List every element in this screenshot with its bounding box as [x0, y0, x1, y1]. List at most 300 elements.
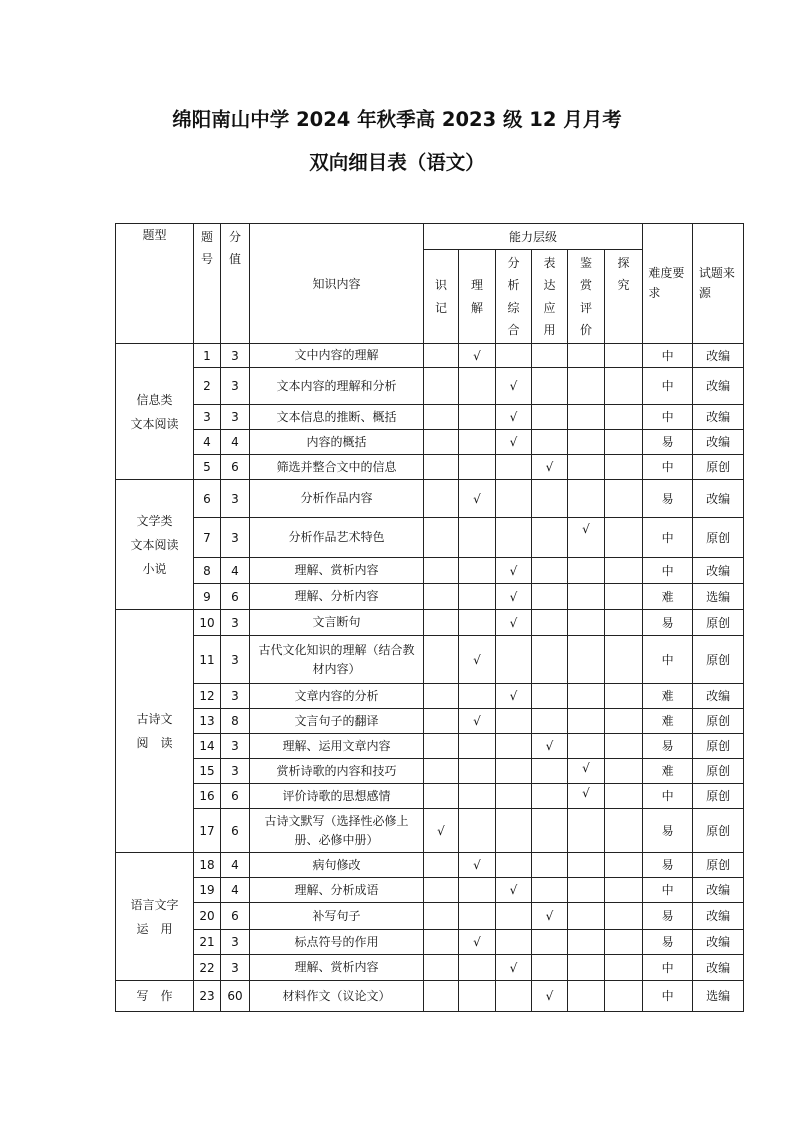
ability-cell-explore	[605, 405, 643, 430]
ability-cell-recall	[424, 610, 459, 636]
difficulty-value: 易	[643, 930, 693, 955]
ability-cell-understand	[459, 455, 496, 480]
ability-cell-appreciate	[568, 430, 605, 455]
ability-cell-appreciate	[568, 709, 605, 734]
question-number: 13	[194, 709, 221, 734]
ability-cell-understand	[459, 955, 496, 981]
ability-cell-explore	[605, 734, 643, 759]
knowledge-content: 理解、赏析内容	[250, 558, 424, 584]
ability-cell-recall	[424, 558, 459, 584]
table-row	[116, 809, 744, 853]
check-mark: √	[509, 379, 518, 393]
check-mark: √	[473, 858, 481, 872]
ability-cell-analyze	[496, 684, 532, 709]
check-mark: √	[509, 563, 518, 578]
check-mark: √	[509, 435, 518, 449]
header-knowledge: 知识内容	[250, 224, 424, 344]
ability-cell-analyze	[496, 480, 532, 518]
ability-cell-analyze	[496, 734, 532, 759]
knowledge-content: 文言断句	[250, 610, 424, 636]
knowledge-content: 病句修改	[250, 853, 424, 878]
header-ability-appreciate: 鉴赏评价	[568, 250, 605, 344]
ability-cell-explore	[605, 368, 643, 405]
ability-cell-appreciate	[568, 878, 605, 903]
ability-cell-understand	[459, 784, 496, 809]
difficulty-value: 难	[643, 709, 693, 734]
knowledge-content: 材料作文（议论文）	[250, 981, 424, 1012]
header-ability-recall: 识记	[424, 250, 459, 344]
question-number: 1	[194, 344, 221, 368]
question-score: 3	[221, 518, 250, 558]
ability-cell-explore	[605, 784, 643, 809]
source-value: 原创	[693, 455, 744, 480]
section-label	[116, 610, 194, 853]
section-label	[116, 344, 194, 480]
header-score: 分值	[221, 224, 250, 344]
source-value: 改编	[693, 430, 744, 455]
ability-cell-explore	[605, 709, 643, 734]
source-value: 原创	[693, 759, 744, 784]
check-mark: √	[545, 460, 554, 474]
knowledge-content: 理解、分析内容	[250, 584, 424, 610]
ability-cell-express	[532, 636, 568, 684]
ability-cell-explore	[605, 558, 643, 584]
ability-cell-appreciate	[568, 455, 605, 480]
question-score: 6	[221, 784, 250, 809]
source-value: 原创	[693, 853, 744, 878]
knowledge-content: 理解、分析成语	[250, 878, 424, 903]
knowledge-content: 标点符号的作用	[250, 930, 424, 955]
ability-cell-express	[532, 430, 568, 455]
check-mark: √	[437, 823, 445, 838]
ability-cell-understand	[459, 480, 496, 518]
table-row	[116, 784, 744, 809]
check-mark: √	[582, 761, 590, 775]
source-value: 原创	[693, 709, 744, 734]
ability-cell-explore	[605, 903, 643, 930]
question-score: 3	[221, 955, 250, 981]
ability-cell-recall	[424, 734, 459, 759]
ability-cell-appreciate	[568, 344, 605, 368]
question-score: 3	[221, 734, 250, 759]
section-label-line: 古诗文	[136, 712, 173, 726]
section-label	[116, 853, 194, 981]
ability-cell-analyze	[496, 809, 532, 853]
ability-cell-explore	[605, 930, 643, 955]
question-score: 6	[221, 809, 250, 853]
difficulty-value: 中	[643, 878, 693, 903]
check-mark: √	[473, 491, 481, 506]
question-number: 22	[194, 955, 221, 981]
ability-cell-explore	[605, 759, 643, 784]
ability-cell-appreciate	[568, 784, 605, 809]
check-mark: √	[545, 739, 554, 753]
ability-cell-analyze	[496, 344, 532, 368]
table-row	[116, 455, 744, 480]
ability-cell-understand	[459, 636, 496, 684]
question-score: 3	[221, 368, 250, 405]
ability-cell-analyze	[496, 930, 532, 955]
ability-cell-appreciate	[568, 809, 605, 853]
ability-cell-appreciate	[568, 610, 605, 636]
source-value: 改编	[693, 878, 744, 903]
check-mark: √	[545, 989, 554, 1003]
header-num: 题号	[194, 224, 221, 344]
question-number: 8	[194, 558, 221, 584]
ability-cell-express	[532, 981, 568, 1012]
ability-cell-analyze	[496, 981, 532, 1012]
ability-cell-express	[532, 558, 568, 584]
header-ability-understand: 理解	[459, 250, 496, 344]
ability-cell-appreciate	[568, 853, 605, 878]
ability-cell-explore	[605, 455, 643, 480]
ability-cell-explore	[605, 955, 643, 981]
ability-cell-understand	[459, 344, 496, 368]
knowledge-content: 文言句子的翻译	[250, 709, 424, 734]
ability-cell-appreciate	[568, 558, 605, 584]
document-subtitle: 双向细目表（语文）	[309, 151, 485, 174]
ability-cell-appreciate	[568, 405, 605, 430]
ability-cell-recall	[424, 455, 459, 480]
knowledge-content: 赏析诗歌的内容和技巧	[250, 759, 424, 784]
question-score: 4	[221, 430, 250, 455]
ability-cell-recall	[424, 981, 459, 1012]
check-mark: √	[509, 960, 518, 975]
ability-cell-understand	[459, 759, 496, 784]
ability-cell-appreciate	[568, 636, 605, 684]
table-row	[116, 709, 744, 734]
difficulty-value: 易	[643, 853, 693, 878]
question-number: 21	[194, 930, 221, 955]
ability-cell-express	[532, 903, 568, 930]
ability-cell-recall	[424, 684, 459, 709]
question-number: 14	[194, 734, 221, 759]
check-mark: √	[473, 348, 481, 363]
question-score: 3	[221, 480, 250, 518]
ability-cell-analyze	[496, 368, 532, 405]
ability-cell-appreciate	[568, 759, 605, 784]
source-value: 选编	[693, 981, 744, 1012]
header-ability-express: 表达应用	[532, 250, 568, 344]
difficulty-value: 易	[643, 430, 693, 455]
ability-cell-analyze	[496, 784, 532, 809]
table-row	[116, 518, 744, 558]
section-label-line: 运 用	[136, 921, 173, 936]
ability-cell-recall	[424, 584, 459, 610]
ability-cell-recall	[424, 636, 459, 684]
question-number: 10	[194, 610, 221, 636]
ability-cell-recall	[424, 878, 459, 903]
ability-cell-explore	[605, 584, 643, 610]
difficulty-value: 中	[643, 455, 693, 480]
ability-cell-appreciate	[568, 584, 605, 610]
ability-cell-appreciate	[568, 955, 605, 981]
ability-cell-express	[532, 809, 568, 853]
question-number: 20	[194, 903, 221, 930]
difficulty-value: 难	[643, 584, 693, 610]
question-number: 7	[194, 518, 221, 558]
header-source: 试题来源	[693, 224, 744, 344]
section-label-line: 小说	[142, 561, 167, 576]
ability-cell-appreciate	[568, 684, 605, 709]
question-score: 6	[221, 455, 250, 480]
section-label-line: 文学类	[136, 513, 173, 528]
ability-cell-explore	[605, 430, 643, 455]
ability-cell-understand	[459, 405, 496, 430]
table-row	[116, 903, 744, 930]
ability-cell-recall	[424, 853, 459, 878]
question-number: 15	[194, 759, 221, 784]
question-number: 4	[194, 430, 221, 455]
ability-cell-understand	[459, 610, 496, 636]
ability-cell-explore	[605, 518, 643, 558]
difficulty-value: 中	[643, 368, 693, 405]
question-number: 23	[194, 981, 221, 1012]
source-value: 原创	[693, 636, 744, 684]
ability-cell-understand	[459, 734, 496, 759]
ability-cell-recall	[424, 344, 459, 368]
ability-cell-express	[532, 368, 568, 405]
ability-cell-explore	[605, 610, 643, 636]
ability-cell-analyze	[496, 610, 532, 636]
ability-cell-understand	[459, 684, 496, 709]
section-label-line: 信息类	[136, 392, 173, 407]
ability-cell-recall	[424, 930, 459, 955]
table-row	[116, 430, 744, 455]
question-score: 3	[221, 930, 250, 955]
table-row	[116, 759, 744, 784]
question-number: 2	[194, 368, 221, 405]
section-label-line: 语言文字	[130, 897, 179, 912]
ability-cell-analyze	[496, 558, 532, 584]
check-mark: √	[473, 935, 481, 949]
knowledge-content: 古代文化知识的理解（结合教材内容）	[250, 636, 424, 684]
question-score: 3	[221, 405, 250, 430]
ability-cell-express	[532, 480, 568, 518]
section-label	[116, 480, 194, 610]
header-ability-group: 能力层级	[424, 224, 643, 250]
ability-cell-appreciate	[568, 981, 605, 1012]
ability-cell-express	[532, 784, 568, 809]
question-number: 11	[194, 636, 221, 684]
question-number: 16	[194, 784, 221, 809]
question-number: 9	[194, 584, 221, 610]
difficulty-value: 中	[643, 344, 693, 368]
question-score: 4	[221, 853, 250, 878]
table-row	[116, 368, 744, 405]
question-score: 6	[221, 903, 250, 930]
ability-cell-appreciate	[568, 734, 605, 759]
ability-cell-express	[532, 878, 568, 903]
source-value: 原创	[693, 734, 744, 759]
table-row	[116, 955, 744, 981]
check-mark: √	[545, 909, 554, 923]
difficulty-value: 难	[643, 684, 693, 709]
difficulty-value: 易	[643, 809, 693, 853]
difficulty-value: 中	[643, 518, 693, 558]
source-value: 改编	[693, 405, 744, 430]
table-row	[116, 480, 744, 518]
ability-cell-recall	[424, 430, 459, 455]
ability-cell-express	[532, 709, 568, 734]
ability-cell-analyze	[496, 759, 532, 784]
question-score: 3	[221, 610, 250, 636]
question-score: 8	[221, 709, 250, 734]
table-row	[116, 981, 744, 1012]
source-value: 原创	[693, 784, 744, 809]
table-row	[116, 734, 744, 759]
ability-cell-analyze	[496, 709, 532, 734]
ability-cell-recall	[424, 759, 459, 784]
check-mark: √	[509, 689, 518, 703]
ability-cell-understand	[459, 809, 496, 853]
header-ability-analyze: 分析综合	[496, 250, 532, 344]
ability-cell-appreciate	[568, 368, 605, 405]
ability-cell-explore	[605, 636, 643, 684]
header-type: 题型	[116, 224, 194, 344]
ability-cell-explore	[605, 809, 643, 853]
ability-cell-understand	[459, 518, 496, 558]
knowledge-content: 古诗文默写（选择性必修上册、必修中册）	[250, 809, 424, 853]
table-row	[116, 684, 744, 709]
source-value: 改编	[693, 684, 744, 709]
difficulty-value: 中	[643, 558, 693, 584]
knowledge-content: 内容的概括	[250, 430, 424, 455]
source-value: 改编	[693, 930, 744, 955]
table-row	[116, 610, 744, 636]
section-label-line: 文本阅读	[130, 416, 179, 431]
knowledge-content: 筛选并整合文中的信息	[250, 455, 424, 480]
ability-cell-understand	[459, 368, 496, 405]
ability-cell-recall	[424, 784, 459, 809]
ability-cell-express	[532, 759, 568, 784]
source-value: 改编	[693, 955, 744, 981]
ability-cell-analyze	[496, 518, 532, 558]
ability-cell-understand	[459, 903, 496, 930]
question-number: 18	[194, 853, 221, 878]
check-mark: √	[473, 652, 481, 667]
knowledge-content: 评价诗歌的思想感情	[250, 784, 424, 809]
question-score: 60	[221, 981, 250, 1012]
section-label-line: 文本阅读	[130, 537, 179, 552]
ability-cell-understand	[459, 878, 496, 903]
difficulty-value: 中	[643, 784, 693, 809]
question-score: 3	[221, 636, 250, 684]
ability-cell-understand	[459, 584, 496, 610]
ability-cell-express	[532, 455, 568, 480]
check-mark: √	[582, 522, 590, 536]
difficulty-value: 易	[643, 480, 693, 518]
source-value: 改编	[693, 368, 744, 405]
ability-cell-express	[532, 610, 568, 636]
ability-cell-recall	[424, 480, 459, 518]
question-number: 12	[194, 684, 221, 709]
table-row	[116, 558, 744, 584]
question-score: 3	[221, 684, 250, 709]
source-value: 原创	[693, 518, 744, 558]
knowledge-content: 文章内容的分析	[250, 684, 424, 709]
difficulty-value: 易	[643, 734, 693, 759]
difficulty-value: 易	[643, 610, 693, 636]
ability-cell-appreciate	[568, 518, 605, 558]
ability-cell-explore	[605, 684, 643, 709]
ability-cell-recall	[424, 518, 459, 558]
difficulty-value: 中	[643, 981, 693, 1012]
section-label-line: 阅 读	[136, 736, 173, 750]
question-score: 6	[221, 584, 250, 610]
question-score: 3	[221, 344, 250, 368]
table-row	[116, 636, 744, 684]
ability-cell-understand	[459, 853, 496, 878]
ability-cell-appreciate	[568, 930, 605, 955]
knowledge-content: 理解、运用文章内容	[250, 734, 424, 759]
check-mark: √	[473, 714, 481, 728]
knowledge-content: 文本内容的理解和分析	[250, 368, 424, 405]
ability-cell-express	[532, 930, 568, 955]
question-number: 5	[194, 455, 221, 480]
two-way-spec-table	[115, 223, 744, 1012]
ability-cell-express	[532, 584, 568, 610]
ability-cell-analyze	[496, 405, 532, 430]
source-value: 改编	[693, 344, 744, 368]
source-value: 改编	[693, 558, 744, 584]
ability-cell-recall	[424, 368, 459, 405]
ability-cell-analyze	[496, 455, 532, 480]
ability-cell-express	[532, 734, 568, 759]
check-mark: √	[582, 786, 590, 800]
ability-cell-analyze	[496, 636, 532, 684]
ability-cell-understand	[459, 558, 496, 584]
question-score: 4	[221, 558, 250, 584]
ability-cell-explore	[605, 344, 643, 368]
source-value: 改编	[693, 480, 744, 518]
difficulty-value: 易	[643, 903, 693, 930]
ability-cell-explore	[605, 878, 643, 903]
document-title: 绵阳南山中学 2024 年秋季高 2023 级 12 月月考	[172, 108, 622, 131]
knowledge-content: 文本信息的推断、概括	[250, 405, 424, 430]
table-row	[116, 930, 744, 955]
question-number: 3	[194, 405, 221, 430]
table-row	[116, 584, 744, 610]
header-ability-explore: 探究	[605, 250, 643, 344]
knowledge-content: 理解、赏析内容	[250, 955, 424, 981]
ability-cell-analyze	[496, 584, 532, 610]
question-score: 3	[221, 759, 250, 784]
ability-cell-express	[532, 518, 568, 558]
check-mark: √	[509, 615, 518, 630]
source-value: 原创	[693, 610, 744, 636]
ability-cell-express	[532, 955, 568, 981]
difficulty-value: 中	[643, 955, 693, 981]
source-value: 选编	[693, 584, 744, 610]
ability-cell-understand	[459, 430, 496, 455]
knowledge-content: 分析作品艺术特色	[250, 518, 424, 558]
ability-cell-explore	[605, 853, 643, 878]
check-mark: √	[509, 883, 518, 897]
check-mark: √	[509, 410, 518, 424]
ability-cell-analyze	[496, 878, 532, 903]
ability-cell-recall	[424, 903, 459, 930]
source-value: 原创	[693, 809, 744, 853]
ability-cell-analyze	[496, 853, 532, 878]
header-difficulty: 难度要求	[643, 224, 693, 344]
table-row	[116, 344, 744, 368]
ability-cell-recall	[424, 809, 459, 853]
ability-cell-analyze	[496, 903, 532, 930]
ability-cell-explore	[605, 981, 643, 1012]
ability-cell-recall	[424, 955, 459, 981]
difficulty-value: 中	[643, 636, 693, 684]
